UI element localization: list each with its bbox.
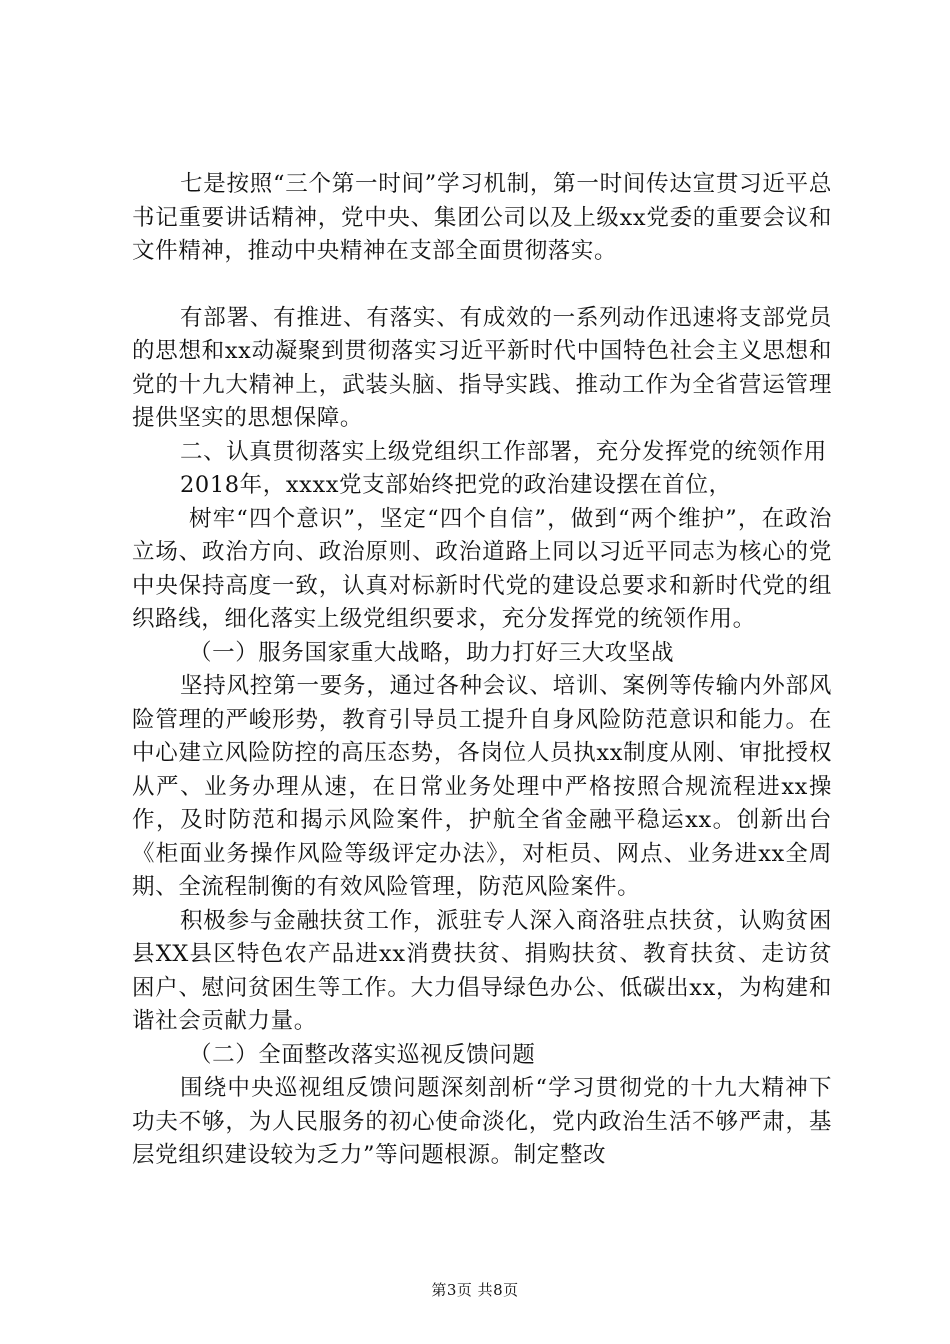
page-number-footer: 第3页 共8页 (431, 1281, 519, 1299)
paragraph-poverty-alleviation: 积极参与金融扶贫工作，派驻专人深入商洛驻点扶贫，认购贫困县XX县区特色农产品进xx消费扶贫、捐购扶贫、教育扶贫、走访贫困户、慰问贫困生等工作。大力倡导绿色办公、低碳出xx，为构建和谐社会贡献力量。 (132, 907, 832, 1034)
paragraph-inspection-feedback: 围绕中央巡视组反馈问题深刻剖析“学习贯彻党的十九大精神下功夫不够，为人民服务的初心使命淡化，党内政治生活不够严肃，基层党组织建设较为乏力”等问题根源。制定整改 (132, 1075, 832, 1168)
paragraph-risk-control: 坚持风控第一要务，通过各种会议、培训、案例等传输内外部风险管理的严峻形势，教育引导员工提升自身风险防范意识和能力。在中心建立风险防控的高压态势，各岗位人员执xx制度从刚、审批授权从严、业务办理从速，在日常业务处理中严格按照合规流程进xx操作，及时防范和揭示风险案件，护航全省金融平稳运xx。创新出台《柜面业务操作风险等级评定办法》，对柜员、网点、业务进xx全周期、全流程制衡的有效风险管理，防范风险案件。 (132, 673, 832, 900)
subsection-heading-two: （二）全面整改落实巡视反馈问题 (189, 1041, 536, 1068)
section-heading-two: 二、认真贯彻落实上级党组织工作部署，充分发挥党的统领作用 (180, 438, 827, 465)
paragraph-four-consciousness: 树牢“四个意识”，坚定“四个自信”，做到“两个维护”，在政治立场、政治方向、政治原则、政治道路上同以习近平同志为核心的党中央保持高度一致，认真对标新时代党的建设总要求和新时代党的组织路线，细化落实上级党组织要求，充分发挥党的统领作用。 (132, 505, 832, 632)
subsection-heading-one: （一）服务国家重大战略，助力打好三大攻坚战 (189, 639, 675, 666)
document-body (132, 168, 832, 1173)
paragraph-deployment-summary: 有部署、有推进、有落实、有成效的一系列动作迅速将支部党员的思想和xx动凝聚到贯彻落实习近平新时代中国特色社会主义思想和党的十九大精神上，武装头脑、指导实践、推动工作为全省营运管理提供坚实的思想保障。 (132, 304, 832, 431)
paragraph-seventh-point: 七是按照“三个第一时间”学习机制，第一时间传达宣贯习近平总书记重要讲话精神，党中央、集团公司以及上级xx党委的重要会议和文件精神，推动中央精神在支部全面贯彻落实。 (132, 171, 832, 264)
paragraph-2018-intro: 2018年，xxxx党支部始终把党的政治建设摆在首位， (180, 472, 732, 498)
